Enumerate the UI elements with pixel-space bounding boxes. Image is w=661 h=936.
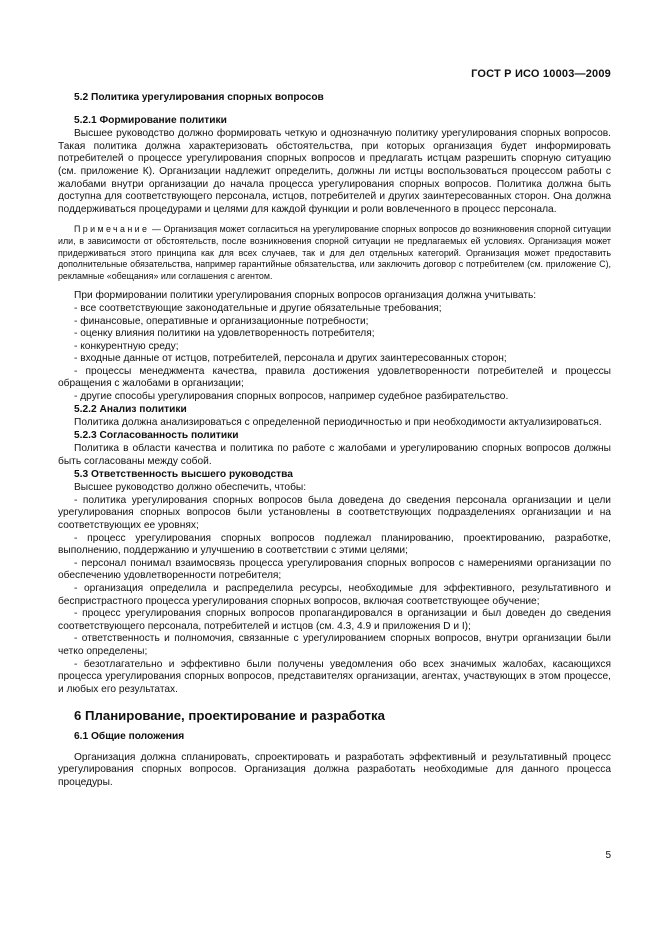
document-code: ГОСТ Р ИСО 10003—2009: [471, 68, 611, 80]
section-5-2-1-paragraph: Высшее руководство должно формировать четкую и однозначную политику урегулирования спорных вопросов. Такая политика должна характеризовать обстоятельства, при которых организация будет информировать потребителей о процессе урегулирования спорных вопросов и предлагать истцам разрешить спорную ситуацию (см. приложение К). Организации надлежит определить, должны ли истцы воспользоваться процессом работы с жалобами внутри организации до начала процесса урегулирования спорных вопросов. Политика должна быть доступна для соответствующего персонала, истцов, потребителей и других заинтересованных сторон. Она должна поддерживаться процедурами и целями для каждой функции и роли вовлеченного в процесс персонала.: [58, 128, 611, 215]
section-5-2-3-paragraph: Политика в области качества и политика по работе с жалобами и урегулированию спорных вопросов должны быть согласованы между собой.: [58, 443, 611, 468]
list-item: - процессы менеджмента качества, правила достижения удовлетворенности потребителей и процессы обращения с жалобами в организации;: [58, 365, 611, 390]
note-paragraph: [58, 224, 611, 282]
consider-intro: При формировании политики урегулирования спорных вопросов организация должна учитывать:: [74, 290, 537, 302]
section-5-2-2-heading: 5.2.2 Анализ политики: [74, 403, 187, 415]
section-5-2-1-heading: 5.2.1 Формирование политики: [74, 114, 227, 126]
consider-list: [58, 303, 611, 404]
section-6-1-heading: 6.1 Общие положения: [74, 730, 185, 742]
list-item: - персонал понимал взаимосвязь процесса урегулирования спорных вопросов с намерениями организации по обеспечению удовлетворенности потребителя;: [58, 557, 611, 582]
list-item: - политика урегулирования спорных вопросов была доведена до сведения персонала организации и цели урегулирования спорных вопросов были установлены в соответствующих подразделениях организации и на соответствующих ее уровнях;: [58, 494, 611, 531]
list-item: - финансовые, оперативные и организационные потребности;: [74, 315, 369, 327]
page-content: [58, 92, 611, 789]
list-item: - безотлагательно и эффективно были получены уведомления обо всех значимых жалобах, касающихся процесса урегулирования спорных вопросов, представителях организации, агентах, участвующих в этом процессе, и любых его результатах.: [58, 658, 611, 695]
list-item: - организация определила и распределила ресурсы, необходимые для эффективного, результативного и беспристрастного процесса урегулирования спорных вопросов, включая соответствующее обучение;: [58, 582, 611, 607]
section-5-2-2-paragraph: Политика должна анализироваться с определенной периодичностью и при необходимости актуализироваться.: [74, 417, 602, 429]
list-item: - ответственность и полномочия, связанные с урегулированием спорных вопросов, внутри организации были четко определены;: [58, 633, 611, 657]
section-5-2-3-heading: 5.2.3 Согласованность политики: [74, 429, 239, 441]
list-item: - оценку влияния политики на удовлетворенность потребителя;: [74, 328, 375, 340]
page-number: 5: [605, 850, 611, 861]
list-item: - все соответствующие законодательные и другие обязательные требования;: [74, 302, 442, 314]
section-6-heading: 6 Планирование, проектирование и разработка: [74, 708, 385, 724]
list-item: - процесс урегулирования спорных вопросов подлежал планированию, проектированию, разработке, выполнению, поддержанию и улучшению в соответствии с этими целями;: [58, 532, 611, 557]
section-5-3-heading: 5.3 Ответственность высшего руководства: [74, 468, 293, 480]
responsibility-list: [58, 495, 611, 697]
section-5-2-heading: 5.2 Политика урегулирования спорных вопросов: [74, 92, 324, 103]
list-item: - конкурентную среду;: [74, 340, 179, 352]
list-item: - другие способы урегулирования спорных вопросов, например судебное разбирательство.: [74, 391, 509, 403]
list-item: - процесс урегулирования спорных вопросов пропагандировался в организации и был доведен до сведения соответствующего персонала, потребителей и истцов (см. 4.3, 4.9 и приложения D и I);: [58, 608, 611, 632]
note-label: Примечание: [74, 224, 150, 235]
list-item: - входные данные от истцов, потребителей, персонала и других заинтересованных сторон;: [74, 353, 507, 365]
note-text: — Организация может согласиться на урегулирование спорных вопросов до возникновения спорной ситуации или, в зависимости от обстоятельств, после возникновения спорной ситуации не предлагаемых ей условиях. Организация может придерживаться этого принципа как для всех случаев, так и для дел отдельных категорий. Организация может предоставить дополнительные обязательства, например гарантийные обязательства, или заключить договор с потребителем (см. приложение С), рекламные «обещания» или соглашения с агентом.: [58, 224, 611, 281]
section-5-3-intro: Высшее руководство должно обеспечить, чтобы:: [74, 482, 307, 494]
section-6-1-paragraph: Организация должна спланировать, спроектировать и разработать эффективный и результативный процесс урегулирования спорных вопросов. Организация должна разработать необходимые для данного процесса процедуры.: [58, 751, 611, 788]
